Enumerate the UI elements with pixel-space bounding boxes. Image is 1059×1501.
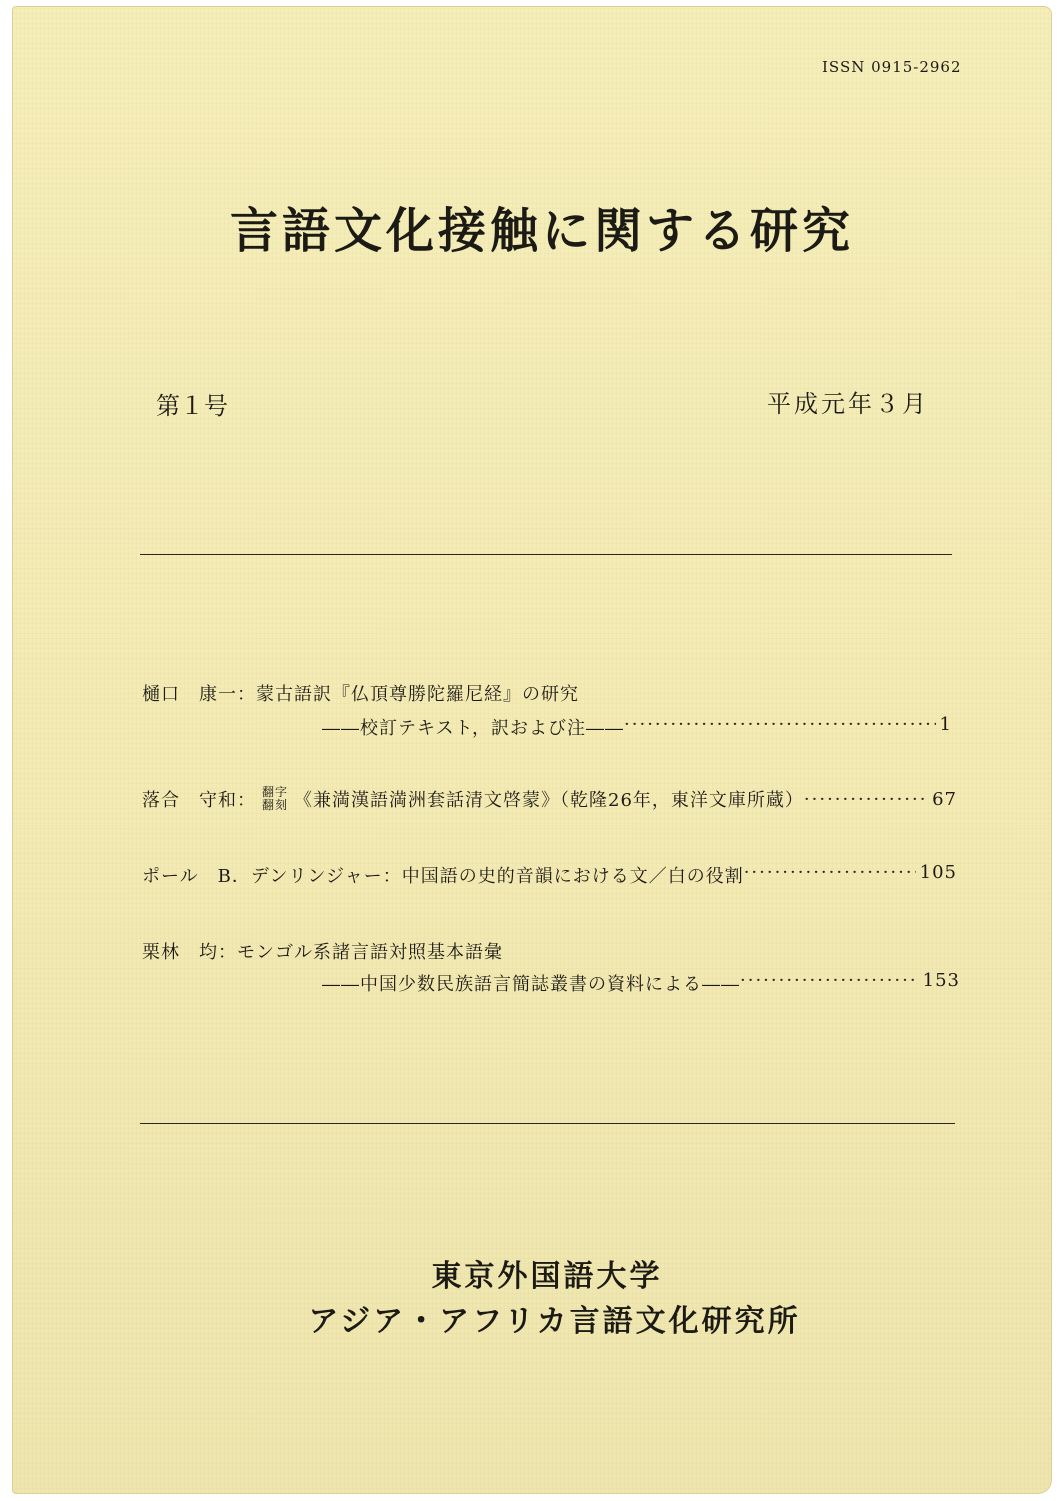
toc-author: 落合 守和： bbox=[142, 790, 256, 811]
dot-leader bbox=[740, 970, 919, 996]
toc-entry-1-subtitle-line bbox=[322, 714, 952, 740]
ruby-top: 翻字 bbox=[262, 785, 289, 799]
toc-page-number: 153 bbox=[922, 970, 960, 991]
toc-subtitle: ――校訂テキスト，訳および注―― bbox=[322, 718, 625, 739]
toc-author: 栗林 均： bbox=[142, 942, 237, 963]
dot-leader bbox=[804, 789, 928, 810]
issue-number: 第１号 bbox=[156, 392, 228, 420]
toc-entry-1 bbox=[142, 680, 579, 706]
dot-leader bbox=[624, 714, 936, 740]
toc-page-number: 105 bbox=[919, 862, 957, 883]
toc-page-number: 67 bbox=[932, 788, 957, 810]
toc-title: 蒙古語訳『仏頂尊勝陀羅尼経』の研究 bbox=[256, 684, 579, 705]
toc-author: 樋口 康一： bbox=[142, 684, 256, 705]
top-divider bbox=[140, 554, 952, 555]
toc-author: ポール B．デンリンジャー： bbox=[142, 866, 402, 887]
toc-entry-2 bbox=[142, 786, 957, 812]
toc-entry-4-subtitle-line bbox=[322, 970, 960, 996]
dot-leader bbox=[744, 862, 916, 888]
toc-title: モンゴル系諸言語対照基本語彙 bbox=[237, 942, 503, 963]
journal-cover bbox=[12, 6, 1052, 1494]
toc-title: 《兼満漢語満洲套話清文啓蒙》（乾隆26年，東洋文庫所蔵） bbox=[294, 790, 804, 811]
toc-entry-3 bbox=[142, 862, 957, 888]
toc-entry-4 bbox=[142, 938, 503, 964]
publisher-institute: アジア・アフリカ言語文化研究所 bbox=[308, 1304, 801, 1339]
toc-page-number: 1 bbox=[939, 714, 952, 735]
ruby-annotation bbox=[262, 786, 288, 812]
toc-title: 中国語の史的音韻における文／白の役割 bbox=[401, 866, 744, 887]
publisher-university: 東京外国語大学 bbox=[431, 1259, 663, 1294]
ruby-bottom: 翻刻 bbox=[262, 798, 289, 812]
issn-number: ISSN 0915-2962 bbox=[822, 58, 962, 76]
publication-date: 平成元年３月 bbox=[767, 390, 929, 418]
journal-title: 言語文化接触に関する研究 bbox=[229, 203, 854, 259]
bottom-divider bbox=[140, 1123, 955, 1124]
toc-subtitle: ――中国少数民族語言簡誌叢書の資料による―― bbox=[322, 974, 740, 995]
